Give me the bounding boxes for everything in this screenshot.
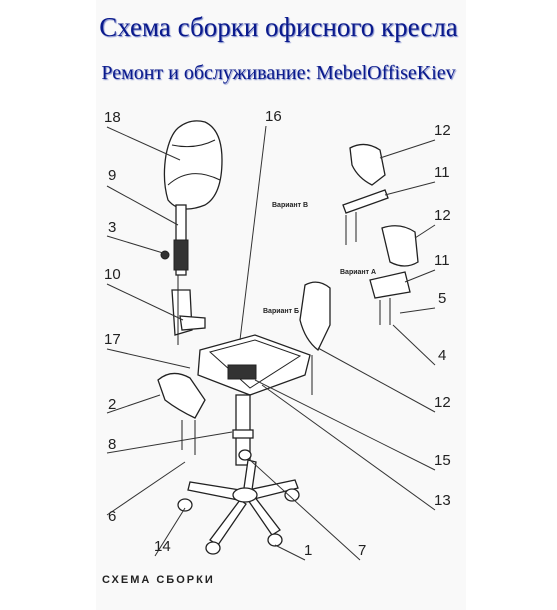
callout-11-top: 11 <box>434 164 450 181</box>
armrest-variant-a <box>370 226 418 325</box>
callout-17: 17 <box>104 331 121 348</box>
callout-6: 6 <box>108 508 117 525</box>
footer-caption: СХЕМА СБОРКИ <box>102 574 215 586</box>
callout-13: 13 <box>434 492 451 509</box>
variant-a-label: Вариант А <box>340 269 377 276</box>
callout-10: 10 <box>104 266 121 283</box>
callout-12-low: 12 <box>434 394 451 411</box>
callout-15: 15 <box>434 452 451 469</box>
page-subtitle: Ремонт и обслуживание: MebelOffiseKiev <box>101 62 456 84</box>
callout-4: 4 <box>438 347 447 364</box>
callout-5: 5 <box>438 290 447 307</box>
armrest-variant-b <box>343 144 388 245</box>
back-mechanism <box>172 275 205 345</box>
callout-2: 2 <box>108 396 117 413</box>
backrest <box>164 121 222 209</box>
callout-7: 7 <box>358 542 367 559</box>
callout-16: 16 <box>265 108 282 125</box>
callout-14: 14 <box>154 538 171 555</box>
page-title: Схема сборки офисного кресла <box>99 12 458 42</box>
variant-v-label: Вариант В <box>272 202 309 209</box>
callout-9: 9 <box>108 167 117 184</box>
star-base <box>188 460 298 545</box>
callout-3: 3 <box>108 219 117 236</box>
seat-frame <box>198 335 310 395</box>
callout-1: 1 <box>304 542 313 559</box>
armrest-variant-b-side <box>300 282 330 395</box>
callout-12-mid: 12 <box>434 207 451 224</box>
back-bracket <box>161 205 188 275</box>
callout-18: 18 <box>104 109 121 126</box>
callout-8: 8 <box>108 436 117 453</box>
variant-b-label: Вариант Б <box>263 308 300 315</box>
callout-11-mid: 11 <box>434 252 450 269</box>
callout-12-top: 12 <box>434 122 451 139</box>
